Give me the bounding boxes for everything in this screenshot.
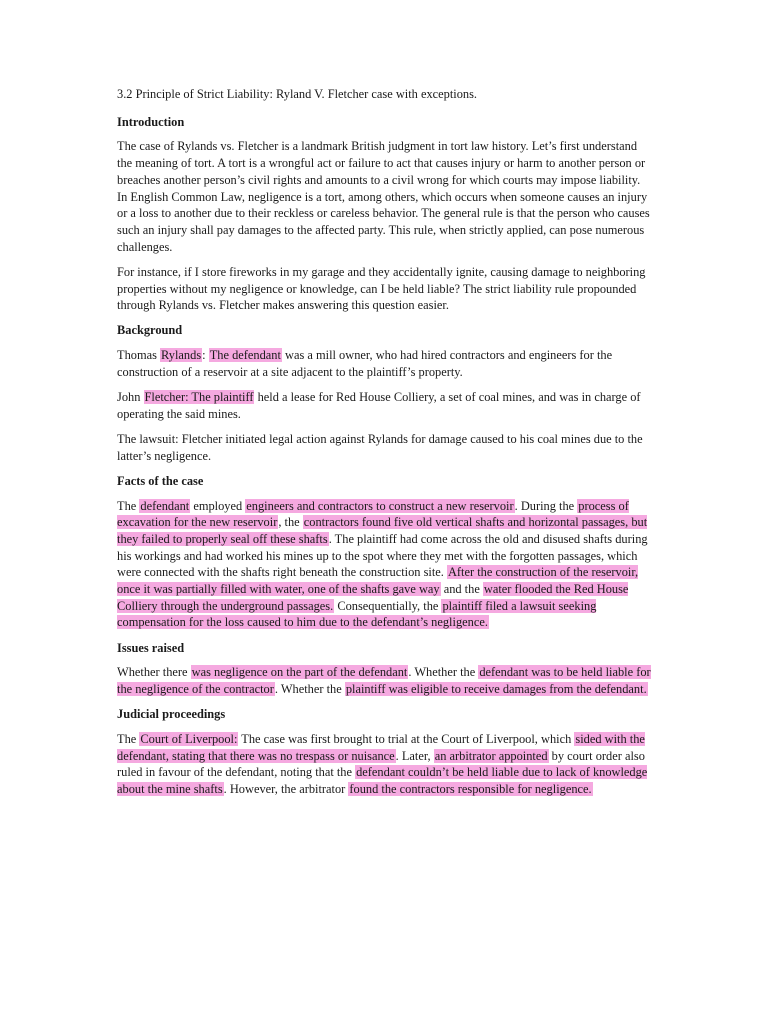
text-run: : <box>202 348 209 363</box>
text-run: Consequentially, the <box>334 598 442 613</box>
highlighted-text: found the contractors responsible for negligence. <box>349 782 592 797</box>
text-run: . Whether the <box>274 682 345 697</box>
highlighted-text: defendant <box>140 498 190 513</box>
paragraph <box>117 264 652 314</box>
highlighted-text: an arbitrator appointed <box>434 748 548 763</box>
text-run: by court order also ruled in favour of the defendant, noting that the <box>117 748 645 780</box>
highlighted-text: defendant couldn’t be held liable due to lack of knowledge about the mine shafts <box>117 765 648 797</box>
text-run: . Later, <box>395 748 434 763</box>
text-run: Thomas <box>117 348 161 363</box>
highlighted-text: defendant was to be held liable for the negligence of the contractor <box>117 665 651 697</box>
paragraph <box>117 389 652 422</box>
text-run: The case of Rylands vs. Fletcher is a landmark British judgment in tort law history. Let’s first understand the meaning of tort. A tort is a wrongful act or failure to act that causes injury or harm to another person or breaches another person’s civil rights and amounts to a civil wrong for which courts may impose liability. In English Common Law, negligence is a tort, among others, which occurs when someone causes an injury or a loss to another due to their reckless or careless behavior. The general rule is that the person who causes such an injury shall pay damages to the affected party. This rule, when strictly applied, can pose numerous challenges. <box>117 139 650 254</box>
text-run: The <box>117 732 140 746</box>
text-run: For instance, if I store fireworks in my garage and they accidentally ignite, causing damage to neighboring properties without my negligence or knowledge, can I be held liable? The strict liability rule propounded through Rylands vs. Fletcher makes answering this question easier. <box>117 264 646 313</box>
text-run: was a mill owner, who had hired contractors and engineers for the construction of a reservoir at a site adjacent to the plaintiff’s property. <box>117 348 613 379</box>
document-title: 3.2 Principle of Strict Liability: Ryland V. Fletcher case with exceptions. <box>117 87 478 101</box>
text-run: , the <box>278 515 303 530</box>
highlighted-text: plaintiff filed a lawsuit seeking compensation for the loss caused to him due to the defendant’s negligence. <box>117 598 597 630</box>
highlighted-text: engineers and contractors to construct a new reservoir <box>246 498 514 513</box>
highlighted-text: Court of Liverpool: <box>140 732 238 746</box>
text-run: . During the <box>514 498 578 513</box>
section-heading: Background <box>117 323 183 338</box>
highlighted-text: Fletcher: The plaintiff <box>144 390 254 405</box>
text-run: The case was first brought to trial at the Court of Liverpool, which <box>238 732 575 746</box>
highlighted-text: plaintiff was eligible to receive damages from the defendant. <box>345 682 647 697</box>
document-page <box>117 86 652 806</box>
highlighted-text: Rylands <box>161 348 202 363</box>
highlighted-text: water flooded the Red House Colliery through the underground passages. <box>117 582 629 613</box>
paragraph <box>117 347 652 380</box>
section-heading: Issues raised <box>117 640 185 655</box>
text-run: held a lease for Red House Colliery, a set of coal mines, and was in charge of operating the said mines. <box>117 390 641 421</box>
paragraph <box>117 138 652 255</box>
text-run: The <box>117 498 140 513</box>
highlighted-text: process of excavation for the new reservoir <box>117 498 629 530</box>
text-run: The lawsuit: Fletcher initiated legal action against Rylands for damage caused to his coal mines due to the latter’s negligence. <box>117 431 643 463</box>
document-body <box>117 114 652 798</box>
highlighted-text: contractors found five old vertical shafts and horizontal passages, but they failed to properly seal off these shafts <box>117 515 648 546</box>
text-run: Whether there <box>117 665 191 680</box>
section-heading: Introduction <box>117 114 185 129</box>
paragraph <box>117 731 652 798</box>
highlighted-text: sided with the defendant, stating that there was no trespass or nuisance <box>117 732 645 763</box>
highlighted-text: The defendant <box>209 348 281 363</box>
paragraph <box>117 664 652 697</box>
paragraph <box>117 498 652 632</box>
text-run: and the <box>440 582 483 597</box>
text-run: employed <box>190 498 246 513</box>
text-run: . The plaintiff had come across the old and disused shafts during his workings and had worked his mines up to the spot where they met with the forgotten passages, which were connected with the shafts right beneath the construction site. <box>117 531 648 580</box>
highlighted-text: was negligence on the part of the defendant <box>191 665 408 680</box>
text-run: . However, the arbitrator <box>223 782 349 797</box>
highlighted-text: After the construction of the reservoir, once it was partially filled with water, one of the shafts gave way <box>117 565 639 597</box>
section-heading: Judicial proceedings <box>117 707 226 722</box>
paragraph <box>117 431 652 464</box>
text-run: John <box>117 390 144 405</box>
text-run: . Whether the <box>408 665 479 680</box>
section-heading: Facts of the case <box>117 473 204 488</box>
